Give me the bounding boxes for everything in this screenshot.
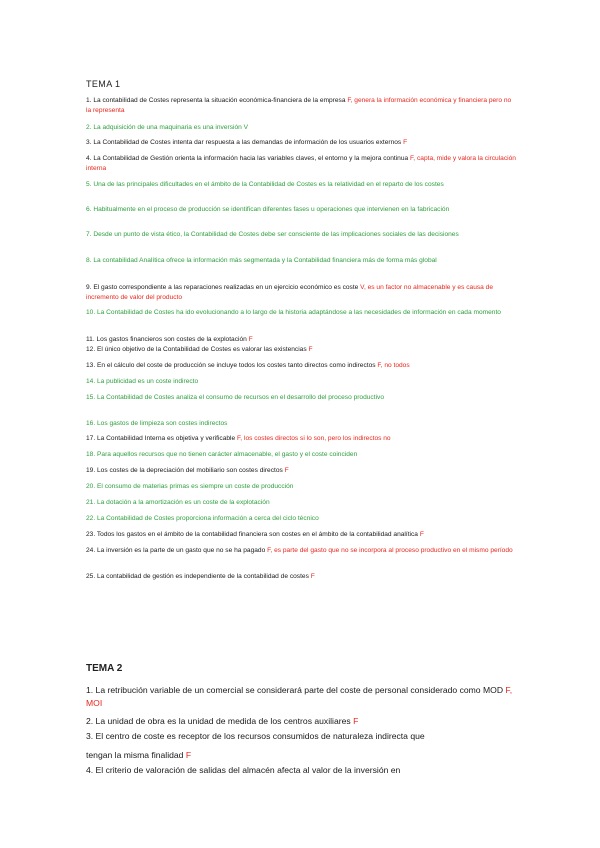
- tema1-question-6: 6. Habitualmente en el proceso de producción se identifican diferentes fases u operaciones que intervienen en la fabricación: [86, 206, 450, 213]
- tema1-question-23: 23. Todos los gastos en el ámbito de la contabilidad financiera son costes en el ámbito de la contabilidad analítica F: [86, 531, 424, 538]
- tema2-question-4: 4. El criterio de valoración de salidas del almacén afecta al valor de la inversión en: [86, 765, 401, 775]
- tema1-question-13: 13. En el cálculo del coste de producción se incluye todos los costes tanto directos como indirectos F, no todos: [86, 362, 410, 369]
- tema1-question-1: 1. La contabilidad de Costes representa la situación económica-financiera de la empresa F, genera la información económica y financiera pero no la representa: [86, 97, 512, 114]
- tema1-question-4: 4. La Contabilidad de Gestión orienta la información hacia las variables claves, el entorno y la mejora continua F, capta, mide y valora la circulación interna: [86, 155, 516, 172]
- tema1-question-15: 15. La Contabilidad de Costes analiza el consumo de recursos en el desarrollo del proceso productivo: [86, 394, 384, 401]
- tema1-question-22: 22. La Contabilidad de Costes proporciona información a cerca del ciclo técnico: [86, 515, 319, 522]
- tema1-question-7: 7. Desde un punto de vista ético, la Contabilidad de Costes debe ser consciente de las implicaciones sociales de las decisiones: [86, 231, 459, 238]
- tema2-question-3: 3. El centro de coste es receptor de los recursos consumidos de naturaleza indirecta que: [86, 731, 425, 741]
- tema1-question-5: 5. Una de las principales dificultades en el ámbito de la Contabilidad de Costes es la relatividad en el reparto de los costes: [86, 181, 444, 188]
- tema1-question-9: 9. El gasto correspondiente a las reparaciones realizadas en un ejercicio económico es coste V, es un factor no almacenable y es causa de incremento de valor del producto: [86, 284, 493, 301]
- tema1-question-3: 3. La Contabilidad de Costes intenta dar respuesta a las demandas de información de los usuarios externos F: [86, 139, 408, 146]
- tema1-question-25: 25. La contabilidad de gestión es independiente de la contabilidad de costes F: [86, 573, 315, 580]
- tema1-question-12: 12. El único objetivo de la Contabilidad de Costes es valorar las existencias F: [86, 346, 313, 353]
- tema1-question-10: 10. La Contabilidad de Costes ha ido evolucionando a lo largo de la historia adaptándose a las necesidades de información en cada momento: [86, 309, 501, 316]
- tema2-question-1: 1. La retribución variable de un comercial se considerará parte del coste de personal considerado como MOD F, MOI: [86, 685, 513, 708]
- tema1-question-16: 16. Los gastos de limpieza son costes indirectos: [86, 420, 228, 427]
- tema1-question-18: 18. Para aquellos recursos que no tienen carácter almacenable, el gasto y el coste coinciden: [86, 451, 358, 458]
- tema1-question-2: 2. La adquisición de una maquinaria es una inversión V: [86, 124, 249, 131]
- tema2-question-2: 2. La unidad de obra es la unidad de medida de los centros auxiliares F: [86, 716, 359, 726]
- tema2-heading: TEMA 2: [86, 663, 123, 674]
- tema2-question-3-continued: tengan la misma finalidad F: [86, 750, 192, 760]
- tema1-question-20: 20. El consumo de materias primas es siempre un coste de producción: [86, 483, 294, 490]
- tema1-question-11: 11. Los gastos financieros son costes de la explotación F: [86, 336, 253, 343]
- tema1-question-17: 17. La Contabilidad Interna es objetiva y verificable F, los costes directos si lo son, pero los indirectos no: [86, 435, 391, 442]
- tema1-question-19: 19. Los costes de la depreciación del mobiliario son costes directos F: [86, 467, 289, 474]
- tema1-question-21: 21. La dotación a la amortización es un coste de la explotación: [86, 499, 270, 506]
- tema1-heading: TEMA 1: [86, 79, 121, 89]
- tema1-question-8: 8. La contabilidad Analítica ofrece la información más segmentada y la Contabilidad financiera más de forma más global: [86, 257, 437, 264]
- tema1-question-14: 14. La publicidad es un coste indirecto: [86, 378, 199, 385]
- tema1-question-24: 24. La inversión es la parte de un gasto que no se ha pagado F, es parte del gasto que no se incorpora al proceso productivo en el mismo período: [86, 547, 513, 554]
